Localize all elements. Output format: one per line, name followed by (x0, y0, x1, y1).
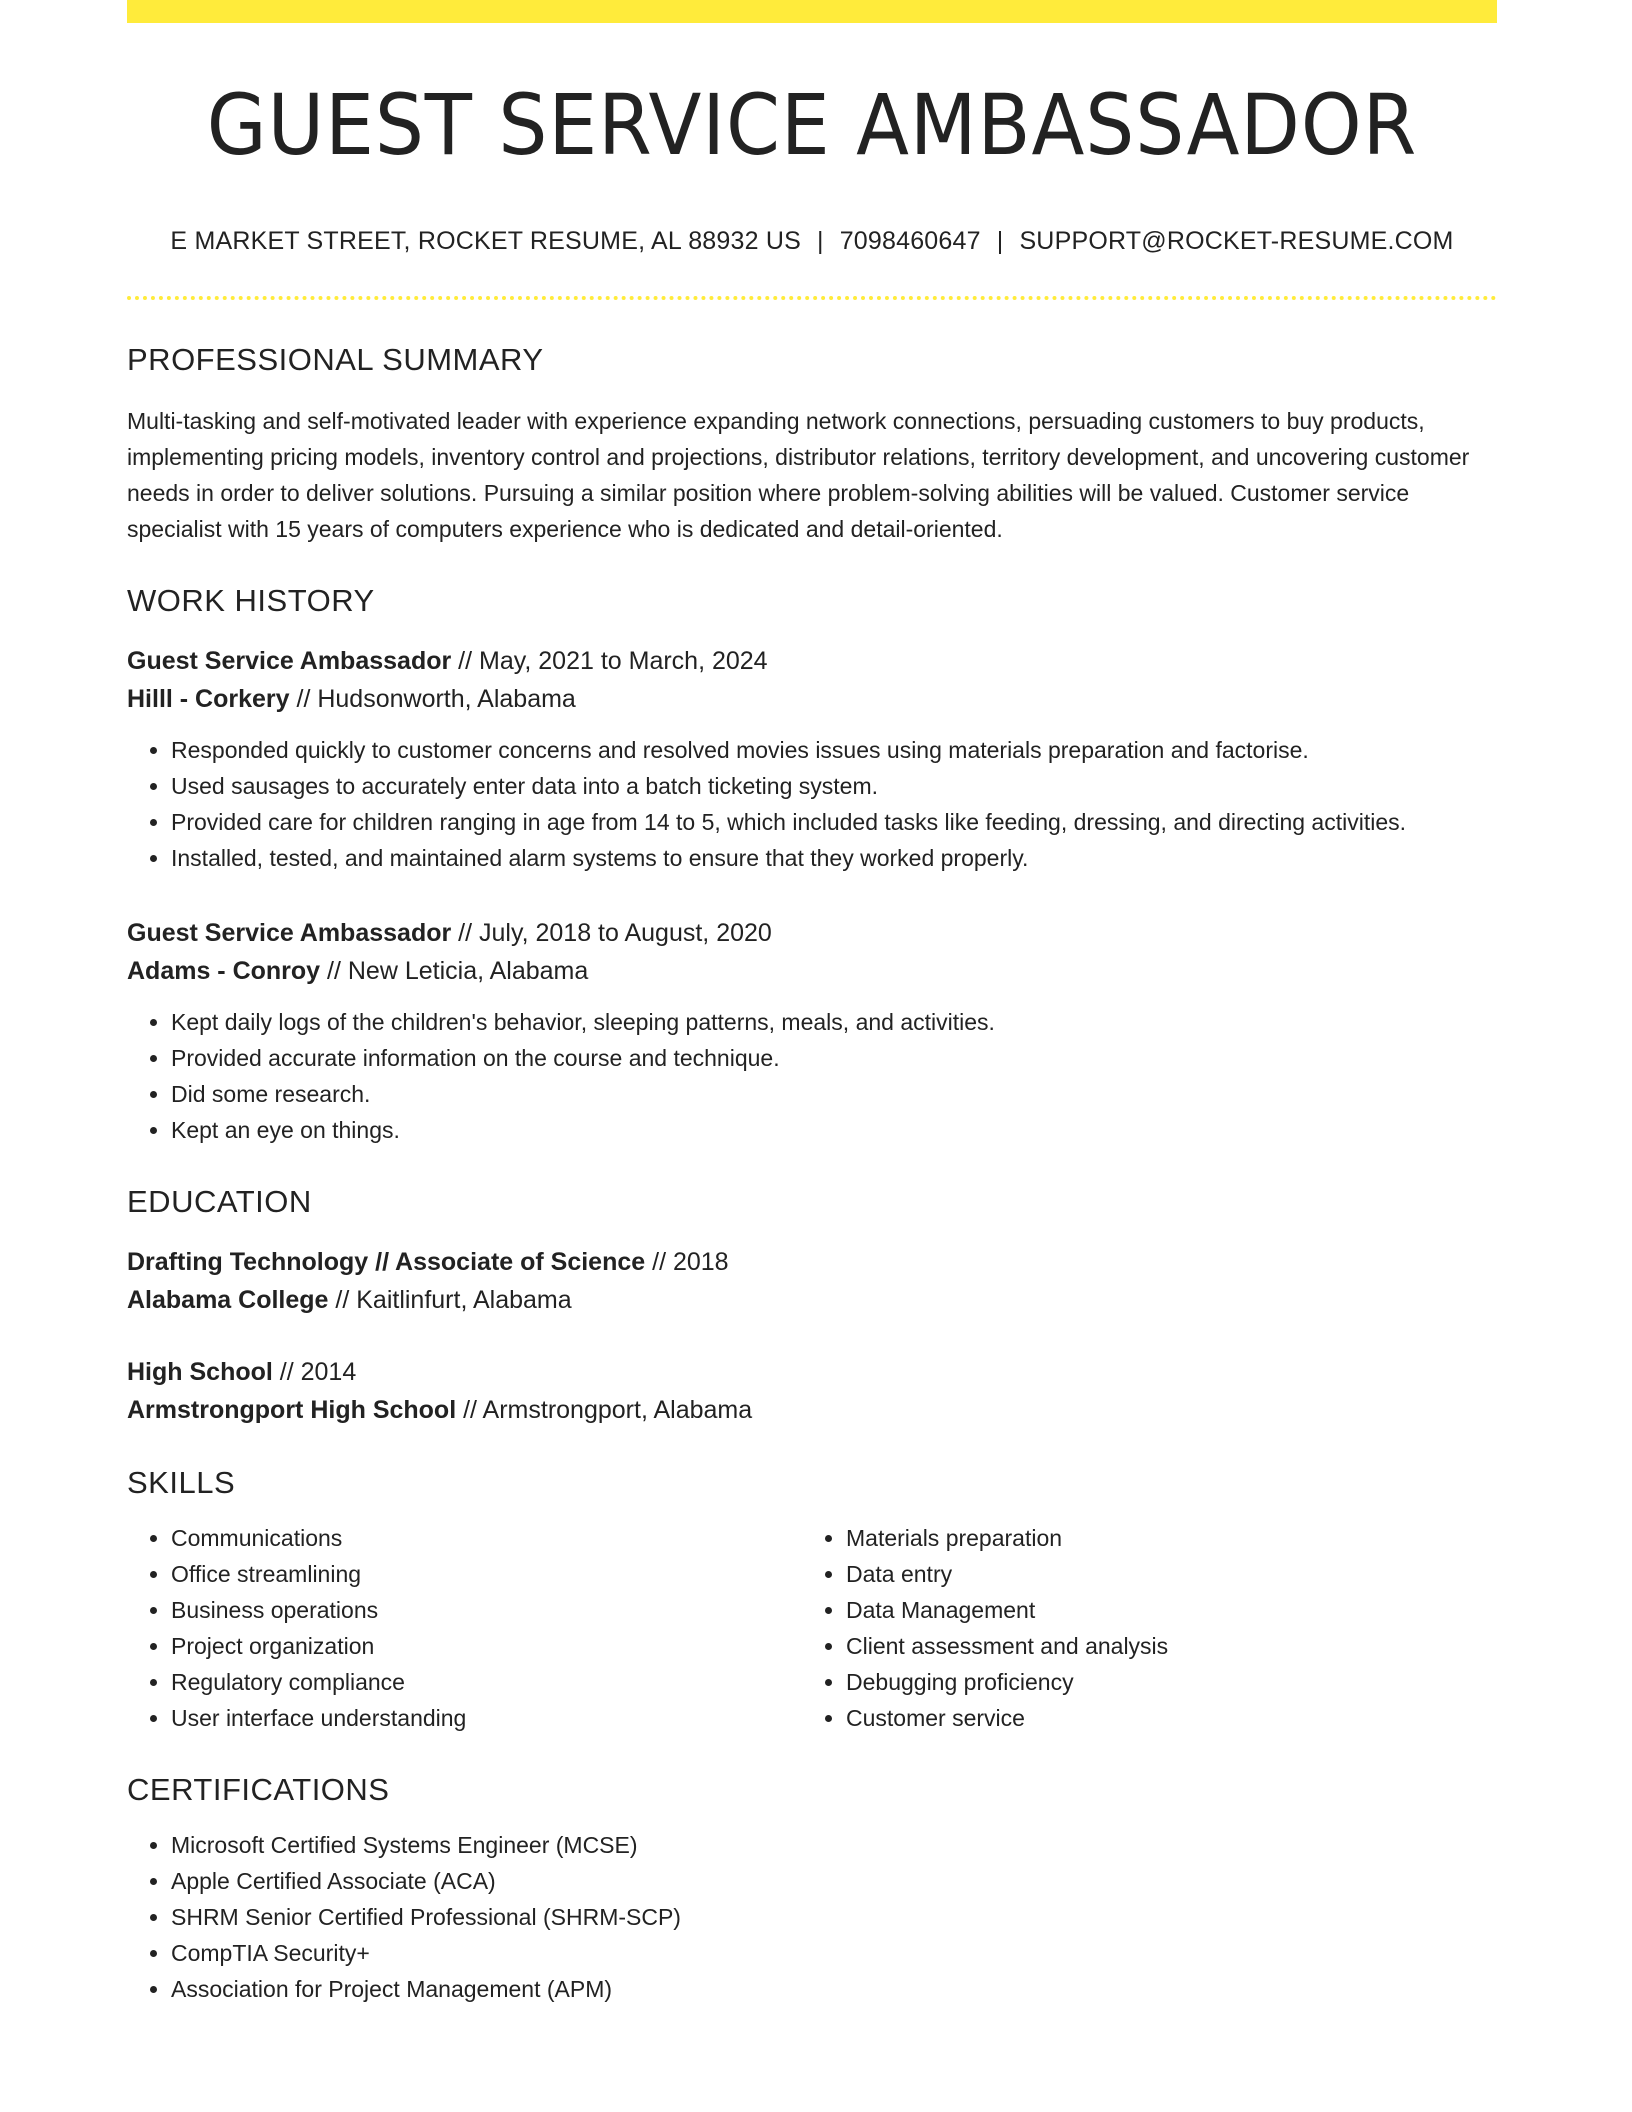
skill-item: • Business operations (171, 1592, 802, 1628)
certifications-section (127, 1827, 1497, 2007)
certifications-list (127, 1827, 1497, 2007)
job-bullets (127, 732, 1497, 876)
education-school: Alabama College (127, 1286, 329, 1314)
job-bullet: • Provided care for children ranging in age from 14 to 5, which included tasks like feeding, dressing, and directing activities. (171, 804, 1497, 840)
skill-item: • User interface understanding (171, 1700, 802, 1736)
education-location: // Kaitlinfurt, Alabama (328, 1286, 572, 1314)
skills-heading: SKILLS (127, 1465, 236, 1500)
job-bullet: • Installed, tested, and maintained alarm systems to ensure that they worked properly. (171, 840, 1497, 876)
job-company: Adams - Conroy (127, 957, 321, 985)
job-bullets (127, 1004, 1497, 1148)
education-school: Armstrongport High School (127, 1396, 457, 1424)
contact-separator: | (996, 227, 1004, 255)
resume-page (127, 0, 1497, 2007)
job-company-line (127, 952, 1497, 990)
education-entry (127, 1243, 1497, 1319)
certification-item: • SHRM Senior Certified Professional (SHRM-SCP) (171, 1899, 1497, 1935)
contact-phone: 7098460647 (839, 227, 981, 255)
skill-item: • Communications (171, 1520, 802, 1556)
work-history-heading: WORK HISTORY (127, 583, 375, 618)
skill-item: • Office streamlining (171, 1556, 802, 1592)
skill-item: • Client assessment and analysis (846, 1628, 1477, 1664)
summary-text: Multi-tasking and self-motivated leader with experience expanding network connections, persuading customers to buy products, implementing pricing models, inventory control and projections, distributor relations, territory development, and uncovering customer needs in order to deliver solutions. Pursuing a similar position where problem-solving abilities will be valued. Customer service specialist with 15 years of computers experience who is dedicated and detail-oriented. (127, 408, 1470, 542)
job-dates: // July, 2018 to August, 2020 (451, 919, 772, 947)
education-degree-line (127, 1243, 1497, 1281)
job-title-line (127, 642, 1497, 680)
skill-item: • Customer service (846, 1700, 1477, 1736)
skills-list-right (802, 1520, 1477, 1736)
education-school-line (127, 1281, 1497, 1319)
skills-columns (127, 1520, 1497, 1736)
skill-item: • Project organization (171, 1628, 802, 1664)
job-title: Guest Service Ambassador (127, 647, 452, 675)
job-bullet: • Responded quickly to customer concerns and resolved movies issues using materials preparation and factorise. (171, 732, 1497, 768)
job-company-line (127, 680, 1497, 718)
education-degree: Drafting Technology // Associate of Science (127, 1248, 646, 1276)
skills-list-left (127, 1520, 802, 1736)
job-entry (127, 642, 1497, 876)
job-title-line (127, 914, 1497, 952)
dotted-divider (127, 296, 1497, 300)
education-heading: EDUCATION (127, 1184, 312, 1219)
education-year: // 2014 (272, 1358, 357, 1386)
job-bullet: • Kept daily logs of the children's behavior, sleeping patterns, meals, and activities. (171, 1004, 1497, 1040)
education-year: // 2018 (645, 1248, 729, 1276)
contact-line (127, 227, 1497, 256)
job-location: // New Leticia, Alabama (320, 957, 589, 985)
contact-email: SUPPORT@ROCKET-RESUME.COM (1019, 227, 1454, 255)
contact-separator: | (816, 227, 824, 255)
education-school-line (127, 1391, 1497, 1429)
job-company: Hilll - Corkery (127, 685, 290, 713)
certification-item: • Microsoft Certified Systems Engineer (MCSE) (171, 1827, 1497, 1863)
job-bullet: • Kept an eye on things. (171, 1112, 1497, 1148)
certification-item: • CompTIA Security+ (171, 1935, 1497, 1971)
skill-item: • Regulatory compliance (171, 1664, 802, 1700)
job-bullet: • Did some research. (171, 1076, 1497, 1112)
job-entry (127, 914, 1497, 1148)
job-dates: // May, 2021 to March, 2024 (451, 647, 768, 675)
skill-item: • Data Management (846, 1592, 1477, 1628)
job-bullet: • Provided accurate information on the course and technique. (171, 1040, 1497, 1076)
education-location: // Armstrongport, Alabama (456, 1396, 753, 1424)
job-location: // Hudsonworth, Alabama (289, 685, 576, 713)
skill-item: • Data entry (846, 1556, 1477, 1592)
education-degree-line (127, 1353, 1497, 1391)
education-entry (127, 1353, 1497, 1429)
resume-title: GUEST SERVICE AMBASSADOR (206, 76, 1418, 174)
certification-item: • Association for Project Management (APM) (171, 1971, 1497, 2007)
contact-address: E MARKET STREET, ROCKET RESUME, AL 88932 US (170, 227, 801, 255)
job-bullet: • Used sausages to accurately enter data into a batch ticketing system. (171, 768, 1497, 804)
education-degree: High School (127, 1358, 273, 1386)
top-accent-bar (127, 0, 1497, 23)
certification-item: • Apple Certified Associate (ACA) (171, 1863, 1497, 1899)
job-title: Guest Service Ambassador (127, 919, 452, 947)
skill-item: • Debugging proficiency (846, 1664, 1477, 1700)
skill-item: • Materials preparation (846, 1520, 1477, 1556)
summary-heading: PROFESSIONAL SUMMARY (127, 342, 544, 377)
certifications-heading: CERTIFICATIONS (127, 1772, 390, 1807)
